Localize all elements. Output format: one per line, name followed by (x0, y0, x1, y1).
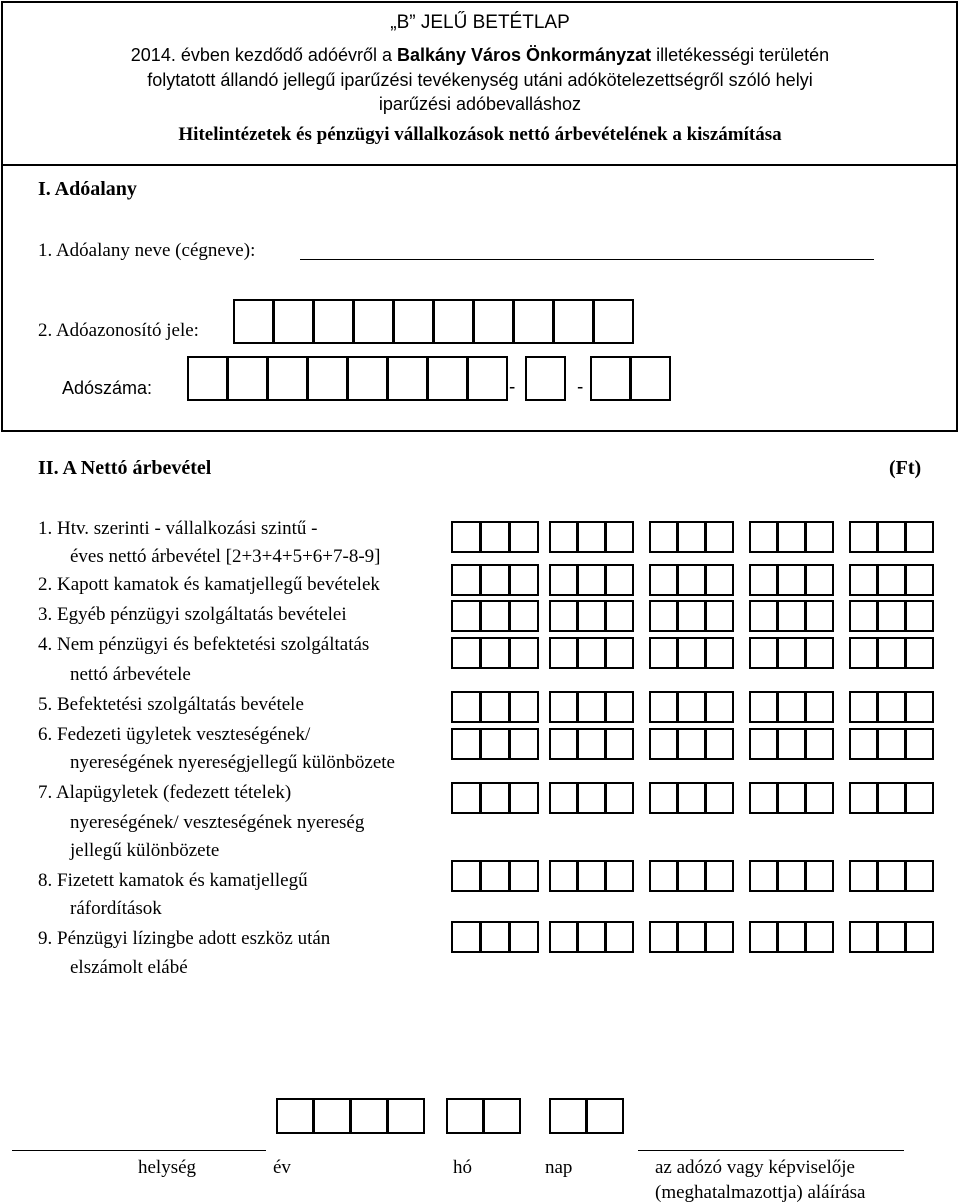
amount-digit-cell[interactable] (877, 691, 906, 723)
amount-digit-cell[interactable] (777, 637, 806, 669)
amount-digit-cell[interactable] (905, 728, 934, 760)
amount-digit-cell[interactable] (749, 860, 778, 892)
taxnum-digit-cell[interactable] (525, 356, 566, 401)
amount-digit-cell[interactable] (480, 600, 510, 632)
line-item-text: 2. Kapott kamatok és kamatjellegű bevételek (38, 574, 380, 595)
taxnum-digit-cell[interactable] (630, 356, 671, 401)
amount-digit-cell[interactable] (877, 860, 906, 892)
amount-digit-cell[interactable] (805, 860, 834, 892)
form-title: „B” JELŰ BETÉTLAP (390, 12, 570, 33)
amount-digit-cell[interactable] (649, 921, 678, 953)
month-digit-cell[interactable] (483, 1098, 521, 1134)
amount-digit-cell[interactable] (480, 564, 510, 596)
amount-digit-cell[interactable] (649, 637, 678, 669)
amount-digit-cell[interactable] (577, 691, 606, 723)
amount-digit-cell[interactable] (677, 921, 706, 953)
amount-digit-cell[interactable] (451, 782, 481, 814)
year-label: év (273, 1157, 291, 1178)
amount-digit-cell[interactable] (509, 600, 539, 632)
amount-digit-cell[interactable] (649, 860, 678, 892)
day-digit-cell[interactable] (586, 1098, 624, 1134)
signer-label-2: (meghatalmazottja) aláírása (655, 1182, 866, 1203)
amount-digit-cell[interactable] (805, 521, 834, 553)
line-item-text: éves nettó árbevétel [2+3+4+5+6+7-8-9] (70, 546, 381, 567)
header-line-2: folytatott állandó jellegű iparűzési tevékenység utáni adókötelezettségről szóló helyi (147, 70, 813, 90)
section-1-heading: I. Adóalany (38, 178, 137, 200)
amount-digit-cell[interactable] (705, 564, 734, 596)
amount-digit-cell[interactable] (677, 782, 706, 814)
amount-digit-cell[interactable] (451, 691, 481, 723)
amount-digit-cell[interactable] (677, 600, 706, 632)
taxnum-dash-2: - (577, 377, 584, 398)
amount-digit-cell[interactable] (577, 521, 606, 553)
amount-digit-cell[interactable] (451, 564, 481, 596)
amount-digit-cell[interactable] (509, 860, 539, 892)
amount-digit-cell[interactable] (777, 600, 806, 632)
amount-digit-cell[interactable] (805, 637, 834, 669)
amount-digit-cell[interactable] (805, 921, 834, 953)
amount-digit-cell[interactable] (549, 921, 578, 953)
amount-digit-cell[interactable] (605, 564, 634, 596)
day-label: nap (545, 1157, 573, 1178)
amount-digit-cell[interactable] (805, 564, 834, 596)
amount-digit-cell[interactable] (777, 782, 806, 814)
amount-digit-cell[interactable] (480, 860, 510, 892)
taxnum-digit-cell[interactable] (347, 356, 388, 401)
taxnum-dash-1: - (509, 377, 516, 398)
section-2-heading: II. A Nettó árbevétel (38, 457, 212, 479)
amount-digit-cell[interactable] (480, 728, 510, 760)
amount-digit-cell[interactable] (451, 860, 481, 892)
taxid-digit-cell[interactable] (513, 299, 554, 344)
amount-digit-cell[interactable] (605, 600, 634, 632)
amount-digit-cell[interactable] (905, 691, 934, 723)
amount-digit-cell[interactable] (805, 691, 834, 723)
taxnum-digit-cell[interactable] (187, 356, 228, 401)
amount-digit-cell[interactable] (509, 637, 539, 669)
year-digit-cell[interactable] (387, 1098, 425, 1134)
line-item-text: 3. Egyéb pénzügyi szolgáltatás bevételei (38, 604, 347, 625)
line-item-text: nyereségének nyereségjellegű különbözete (70, 752, 395, 773)
amount-digit-cell[interactable] (777, 564, 806, 596)
line-item-text: ráfordítások (70, 898, 162, 919)
amount-digit-cell[interactable] (905, 637, 934, 669)
amount-digit-cell[interactable] (677, 521, 706, 553)
amount-digit-cell[interactable] (749, 782, 778, 814)
amount-digit-cell[interactable] (577, 860, 606, 892)
amount-digit-cell[interactable] (509, 728, 539, 760)
amount-digit-cell[interactable] (605, 860, 634, 892)
year-digit-cell[interactable] (276, 1098, 314, 1134)
signer-label-1: az adózó vagy képviselője (655, 1157, 855, 1178)
amount-digit-cell[interactable] (749, 921, 778, 953)
header-line-3: iparűzési adóbevalláshoz (378, 94, 582, 114)
amount-digit-cell[interactable] (849, 691, 878, 723)
amount-digit-cell[interactable] (577, 564, 606, 596)
amount-digit-cell[interactable] (577, 921, 606, 953)
place-label: helység (138, 1157, 197, 1178)
amount-digit-cell[interactable] (549, 637, 578, 669)
taxid-digit-cell[interactable] (553, 299, 594, 344)
taxnum-digit-cell[interactable] (387, 356, 428, 401)
month-digit-cell[interactable] (446, 1098, 484, 1134)
amount-digit-cell[interactable] (777, 521, 806, 553)
amount-digit-cell[interactable] (577, 637, 606, 669)
amount-digit-cell[interactable] (577, 728, 606, 760)
amount-digit-cell[interactable] (649, 521, 678, 553)
amount-digit-cell[interactable] (480, 691, 510, 723)
amount-digit-cell[interactable] (480, 521, 510, 553)
line-item-text: 9. Pénzügyi lízingbe adott eszköz után (38, 928, 331, 949)
amount-digit-cell[interactable] (577, 600, 606, 632)
amount-digit-cell[interactable] (549, 860, 578, 892)
line-item-text: 4. Nem pénzügyi és befektetési szolgáltatás (38, 634, 370, 655)
amount-digit-cell[interactable] (749, 691, 778, 723)
amount-digit-cell[interactable] (509, 691, 539, 723)
amount-digit-cell[interactable] (849, 564, 878, 596)
taxid-digit-cell[interactable] (433, 299, 474, 344)
amount-digit-cell[interactable] (677, 691, 706, 723)
amount-digit-cell[interactable] (849, 921, 878, 953)
amount-digit-cell[interactable] (649, 600, 678, 632)
month-label: hó (453, 1157, 472, 1178)
amount-digit-cell[interactable] (705, 521, 734, 553)
amount-digit-cell[interactable] (905, 860, 934, 892)
taxnum-digit-cell[interactable] (427, 356, 468, 401)
amount-digit-cell[interactable] (905, 521, 934, 553)
amount-digit-cell[interactable] (877, 521, 906, 553)
amount-digit-cell[interactable] (777, 691, 806, 723)
year-digit-cell[interactable] (313, 1098, 351, 1134)
amount-digit-cell[interactable] (451, 728, 481, 760)
header-line-1: 2014. évben kezdődő adóévről a Balkány Város Önkormányzat illetékességi területén (130, 45, 830, 65)
amount-digit-cell[interactable] (577, 782, 606, 814)
amount-digit-cell[interactable] (777, 860, 806, 892)
amount-digit-cell[interactable] (849, 600, 878, 632)
taxid-digit-cell[interactable] (353, 299, 394, 344)
line-item-text: nettó árbevétele (70, 664, 191, 685)
taxid-digit-cell[interactable] (593, 299, 634, 344)
amount-digit-cell[interactable] (877, 600, 906, 632)
line-item-text: 8. Fizetett kamatok és kamatjellegű (38, 870, 308, 891)
amount-digit-cell[interactable] (849, 728, 878, 760)
amount-digit-cell[interactable] (749, 637, 778, 669)
amount-digit-cell[interactable] (805, 782, 834, 814)
amount-digit-cell[interactable] (749, 600, 778, 632)
amount-digit-cell[interactable] (549, 600, 578, 632)
amount-digit-cell[interactable] (480, 921, 510, 953)
amount-digit-cell[interactable] (905, 921, 934, 953)
taxid-digit-cell[interactable] (473, 299, 514, 344)
amount-digit-cell[interactable] (849, 860, 878, 892)
amount-digit-cell[interactable] (777, 728, 806, 760)
year-digit-cell[interactable] (350, 1098, 388, 1134)
amount-digit-cell[interactable] (605, 921, 634, 953)
amount-digit-cell[interactable] (705, 782, 734, 814)
line-item-text: 6. Fedezeti ügyletek veszteségének/ (38, 724, 311, 745)
amount-digit-cell[interactable] (905, 600, 934, 632)
amount-digit-cell[interactable] (877, 782, 906, 814)
amount-digit-cell[interactable] (705, 637, 734, 669)
amount-digit-cell[interactable] (509, 782, 539, 814)
amount-digit-cell[interactable] (705, 860, 734, 892)
amount-digit-cell[interactable] (605, 637, 634, 669)
amount-digit-cell[interactable] (451, 921, 481, 953)
line-item-text: jellegű különbözete (70, 840, 220, 861)
amount-digit-cell[interactable] (605, 691, 634, 723)
taxnum-digit-cell[interactable] (267, 356, 308, 401)
amount-digit-cell[interactable] (605, 728, 634, 760)
amount-digit-cell[interactable] (677, 637, 706, 669)
amount-digit-cell[interactable] (480, 782, 510, 814)
amount-digit-cell[interactable] (905, 564, 934, 596)
amount-digit-cell[interactable] (877, 921, 906, 953)
amount-digit-cell[interactable] (649, 728, 678, 760)
amount-digit-cell[interactable] (549, 782, 578, 814)
line-item-text: 1. Htv. szerinti - vállalkozási szintű - (38, 518, 318, 539)
amount-digit-cell[interactable] (605, 782, 634, 814)
amount-digit-cell[interactable] (549, 564, 578, 596)
amount-digit-cell[interactable] (451, 600, 481, 632)
amount-digit-cell[interactable] (849, 637, 878, 669)
amount-digit-cell[interactable] (649, 564, 678, 596)
taxpayer-name-label: 1. Adóalany neve (cégneve): (38, 240, 256, 261)
amount-digit-cell[interactable] (849, 521, 878, 553)
amount-digit-cell[interactable] (805, 600, 834, 632)
line-item-text: 7. Alapügyletek (fedezett tételek) (38, 782, 292, 803)
amount-digit-cell[interactable] (549, 521, 578, 553)
amount-digit-cell[interactable] (649, 782, 678, 814)
amount-digit-cell[interactable] (509, 921, 539, 953)
amount-digit-cell[interactable] (677, 564, 706, 596)
taxnum-label: Adószáma: (62, 378, 153, 398)
amount-digit-cell[interactable] (705, 921, 734, 953)
amount-digit-cell[interactable] (777, 921, 806, 953)
taxid-digit-cell[interactable] (313, 299, 354, 344)
place-field[interactable] (12, 1150, 266, 1151)
amount-digit-cell[interactable] (549, 691, 578, 723)
amount-digit-cell[interactable] (905, 782, 934, 814)
amount-digit-cell[interactable] (677, 860, 706, 892)
amount-digit-cell[interactable] (451, 521, 481, 553)
taxid-label: 2. Adóazonosító jele: (38, 320, 199, 341)
amount-digit-cell[interactable] (509, 564, 539, 596)
line-item-text: 5. Befektetési szolgáltatás bevétele (38, 694, 304, 715)
taxnum-digit-cell[interactable] (227, 356, 268, 401)
amount-digit-cell[interactable] (705, 691, 734, 723)
taxid-digit-cell[interactable] (393, 299, 434, 344)
amount-digit-cell[interactable] (877, 728, 906, 760)
taxpayer-name-field[interactable] (300, 259, 874, 260)
amount-digit-cell[interactable] (749, 564, 778, 596)
amount-digit-cell[interactable] (509, 521, 539, 553)
amount-digit-cell[interactable] (849, 782, 878, 814)
taxid-digit-cell[interactable] (273, 299, 314, 344)
amount-digit-cell[interactable] (877, 564, 906, 596)
line-item-text: nyereségének/ veszteségének nyereség (70, 812, 365, 833)
signature-field[interactable] (638, 1150, 904, 1151)
amount-digit-cell[interactable] (749, 521, 778, 553)
taxnum-digit-cell[interactable] (590, 356, 631, 401)
amount-digit-cell[interactable] (705, 728, 734, 760)
header-subtitle: Hitelintézetek és pénzügyi vállalkozások nettó árbevételének a kiszámítása (178, 124, 782, 145)
amount-digit-cell[interactable] (677, 728, 706, 760)
taxid-digit-cell[interactable] (233, 299, 274, 344)
amount-digit-cell[interactable] (549, 728, 578, 760)
amount-digit-cell[interactable] (451, 637, 481, 669)
day-digit-cell[interactable] (549, 1098, 587, 1134)
taxnum-digit-cell[interactable] (467, 356, 508, 401)
amount-digit-cell[interactable] (705, 600, 734, 632)
line-item-text: elszámolt elábé (70, 957, 188, 978)
amount-digit-cell[interactable] (877, 637, 906, 669)
taxnum-digit-cell[interactable] (307, 356, 348, 401)
amount-digit-cell[interactable] (605, 521, 634, 553)
amount-digit-cell[interactable] (649, 691, 678, 723)
amount-digit-cell[interactable] (805, 728, 834, 760)
unit-label: (Ft) (889, 457, 922, 479)
amount-digit-cell[interactable] (749, 728, 778, 760)
amount-digit-cell[interactable] (480, 637, 510, 669)
